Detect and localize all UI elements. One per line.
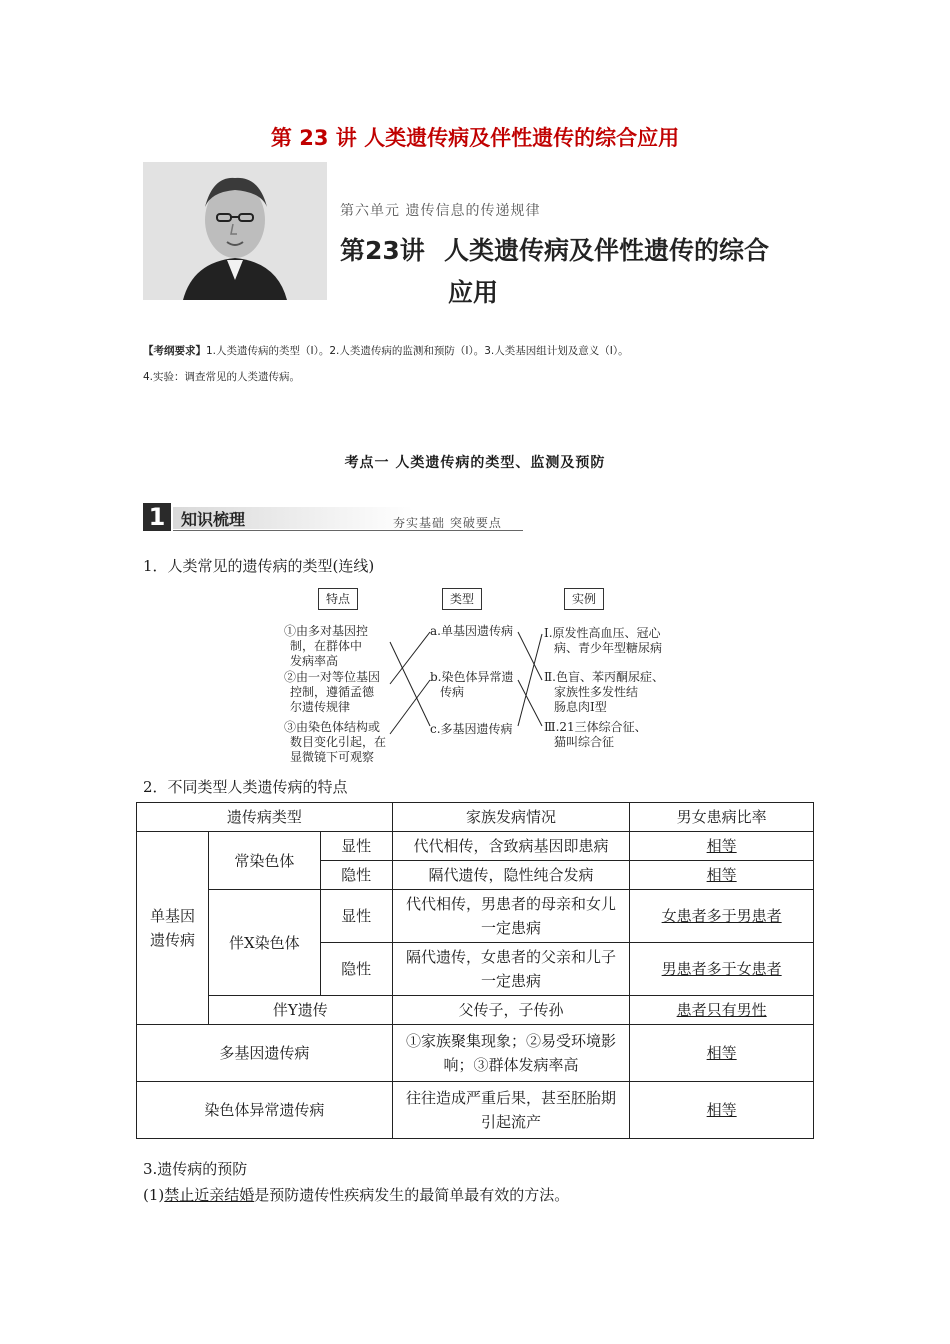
example-1-line1: Ⅰ.原发性高血压、冠心 [544, 626, 661, 640]
table-cell-single-gene: 单基因遗传病 [137, 832, 209, 1025]
feature-3-line2: 数目变化引起，在 [290, 735, 387, 749]
banner-subtitle: 夯实基础 突破要点 [393, 516, 502, 530]
table-row [137, 1025, 814, 1082]
feature-3 [284, 720, 386, 765]
table-cell-polygenic: 多基因遗传病 [137, 1025, 393, 1082]
table-header-row [137, 803, 814, 832]
question-3-1 [143, 1184, 569, 1205]
example-2 [544, 670, 664, 715]
lecture-number: 第23讲 [340, 236, 425, 265]
question-1: 1．人类常见的遗传病的类型(连线) [143, 557, 375, 575]
table-cell: 代代相传，男患者的母亲和女儿一定患病 [392, 890, 630, 943]
table-cell: 往往造成严重后果，甚至胚胎期引起流产 [392, 1082, 630, 1139]
knowledge-banner [143, 503, 523, 531]
table-cell-chromosomal: 染色体异常遗传病 [137, 1082, 393, 1139]
disease-table [136, 802, 814, 1139]
table-header: 男女患病比率 [630, 803, 814, 832]
table-cell-answer: 相等 [630, 832, 814, 861]
table-cell-answer: 女患者多于男患者 [630, 890, 814, 943]
matching-diagram [270, 584, 690, 772]
type-b-line2: 传病 [440, 685, 465, 699]
banner-divider [173, 530, 523, 531]
feature-3-line1: ③由染色体结构或 [284, 720, 381, 734]
q3-1-rest: 是预防遗传性疾病发生的最简单最有效的方法。 [254, 1186, 570, 1204]
feature-2 [284, 670, 380, 715]
type-a: a.单基因遗传病 [430, 624, 513, 638]
banner-label: 知识梳理 [181, 510, 246, 529]
table-row [137, 832, 814, 861]
table-row [137, 890, 814, 943]
table-header: 遗传病类型 [137, 803, 393, 832]
feature-2-line2: 控制，遵循孟德 [290, 685, 375, 699]
question-3: 3.遗传病的预防 [143, 1160, 248, 1178]
table-cell-answer: 相等 [630, 1025, 814, 1082]
table-cell: 父传子，子传孙 [392, 996, 630, 1025]
table-cell: 代代相传，含致病基因即患病 [392, 832, 630, 861]
example-3 [544, 720, 647, 750]
lecture-heading [340, 230, 820, 314]
example-3-line2: 猫叫综合征 [554, 735, 615, 749]
requirements-line1: 1.人类遗传病的类型（Ⅰ）。2.人类遗传病的监测和预防（Ⅰ）。3.人类基因组计划及意义（Ⅰ）。 [206, 345, 629, 357]
portrait-image [143, 162, 327, 300]
table-cell-recessive: 隐性 [320, 861, 392, 890]
header-examples: 实例 [564, 588, 604, 610]
banner-number: 1 [143, 503, 171, 531]
table-cell-x-linked: 伴X染色体 [208, 890, 320, 996]
q3-1-prefix: (1) [143, 1186, 165, 1204]
example-1 [544, 626, 662, 656]
example-1-line2: 病、青少年型糖尿病 [554, 641, 663, 655]
feature-1-line1: ①由多对基因控 [284, 624, 369, 638]
header-features: 特点 [318, 588, 358, 610]
table-cell-answer: 相等 [630, 861, 814, 890]
table-row [137, 1082, 814, 1139]
table-header: 家族发病情况 [392, 803, 630, 832]
example-3-line1: Ⅲ.21三体综合征、 [544, 720, 647, 734]
table-cell: ①家族聚集现象；②易受环境影响；③群体发病率高 [392, 1025, 630, 1082]
type-c: c.多基因遗传病 [430, 722, 513, 736]
table-cell-y-linked: 伴Y遗传 [208, 996, 392, 1025]
feature-1-line3: 发病率高 [290, 654, 339, 668]
feature-2-line3: 尔遗传规律 [290, 700, 351, 714]
table-row [137, 996, 814, 1025]
table-cell-dominant: 显性 [320, 890, 392, 943]
table-cell-answer: 男患者多于女患者 [630, 943, 814, 996]
header-types: 类型 [442, 588, 482, 610]
table-cell-autosome: 常染色体 [208, 832, 320, 890]
table-cell-answer: 相等 [630, 1082, 814, 1139]
table-cell-recessive: 隐性 [320, 943, 392, 996]
example-2-line1: Ⅱ.色盲、苯丙酮尿症、 [544, 670, 664, 684]
lecture-title-line2: 应用 [448, 278, 499, 307]
question-2: 2．不同类型人类遗传病的特点 [143, 778, 348, 796]
table-cell: 隔代遗传，隐性纯合发病 [392, 861, 630, 890]
example-2-line2: 家族性多发性结 [554, 685, 639, 699]
type-b-line1: b.染色体异常遗 [430, 670, 514, 684]
table-cell-answer: 患者只有男性 [630, 996, 814, 1025]
feature-1 [284, 624, 368, 669]
feature-1-line2: 制，在群体中 [290, 639, 363, 653]
section-title: 考点一 人类遗传病的类型、监测及预防 [344, 455, 606, 471]
exam-requirements [143, 338, 823, 390]
feature-2-line1: ②由一对等位基因 [284, 670, 381, 684]
requirements-tag: 【考纲要求】 [143, 345, 206, 357]
table-cell-dominant: 显性 [320, 832, 392, 861]
portrait-illustration [143, 162, 327, 300]
document-title: 第 23 讲 人类遗传病及伴性遗传的综合应用 [270, 126, 680, 150]
unit-label: 第六单元 遗传信息的传递规律 [340, 203, 541, 219]
feature-3-line3: 显微镜下可观察 [290, 750, 375, 764]
lecture-title-line1: 人类遗传病及伴性遗传的综合 [444, 236, 770, 265]
example-2-line3: 肠息肉Ⅰ型 [554, 700, 607, 714]
requirements-line2: 4.实验：调查常见的人类遗传病。 [143, 371, 301, 383]
type-b [430, 670, 514, 700]
table-cell: 隔代遗传，女患者的父亲和儿子一定患病 [392, 943, 630, 996]
q3-1-answer: 禁止近亲结婚 [164, 1186, 255, 1204]
